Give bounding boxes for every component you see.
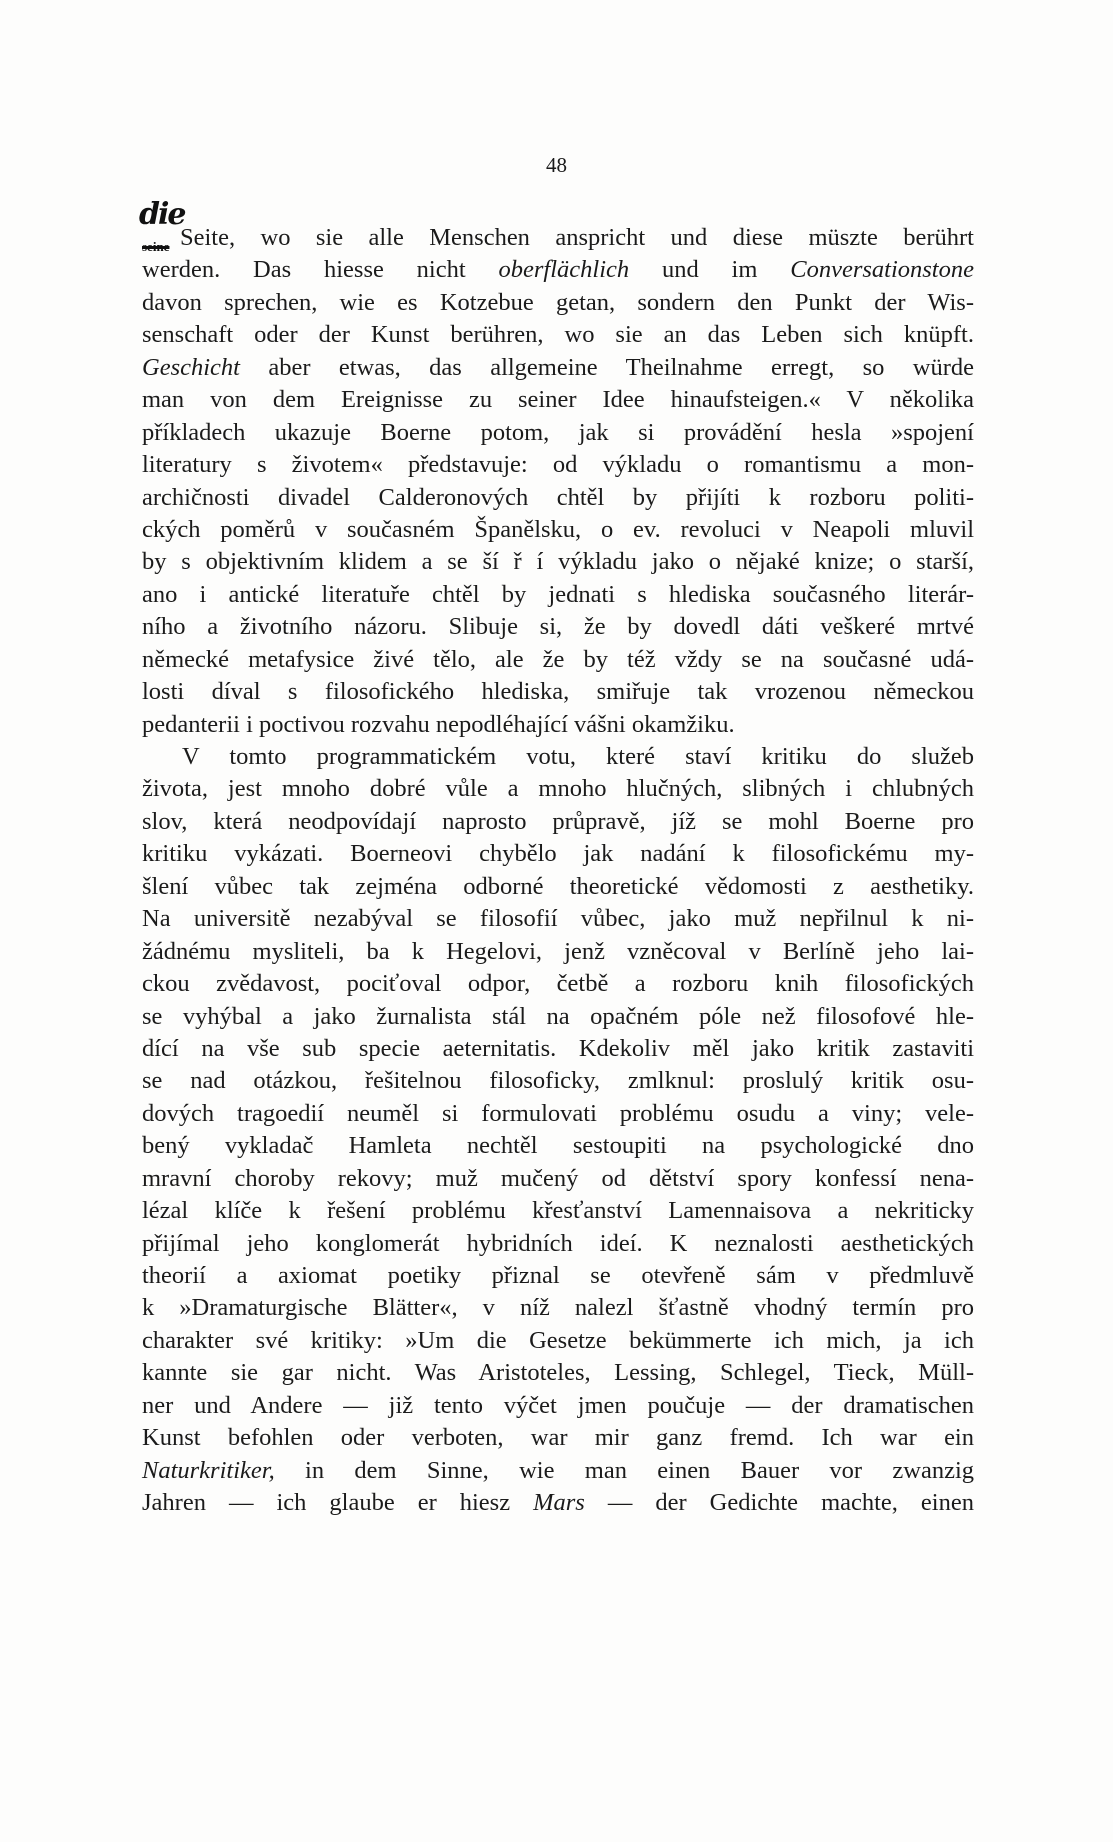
text-segment: ckých poměrů v současném Španělsku, o ev. revoluci v Neapoli mluvil (142, 515, 974, 543)
text-segment: se nad otázkou, řešitelnou filosoficky, zmlknul: proslulý kritik osu- (142, 1067, 974, 1095)
text-segment: přijímal jeho konglomerát hybridních ideí. K neznalosti aesthetických (142, 1229, 974, 1257)
text-line (142, 1098, 974, 1130)
text-segment: davon sprechen, wie es Kotzebue getan, sondern den Punkt der Wis- (142, 288, 974, 316)
text-line (142, 741, 974, 773)
text-line (142, 903, 974, 935)
text-line (142, 1422, 974, 1454)
text-segment: archičnosti divadel Calderonových chtěl by přijíti k rozboru politi- (142, 483, 974, 511)
body-text (139, 197, 974, 1520)
text-segment: man von dem Ereignisse zu seiner Idee hinaufsteigen.« V několika (142, 386, 974, 414)
text-segment: werden. Das hiesse nicht (142, 256, 499, 284)
text-segment: by s objektivním klidem a se ší ř í výkladu jako o nějaké knize; o starší, (142, 548, 974, 576)
text-line (142, 1455, 974, 1487)
text-segment: k »Dramaturgische Blätter«, v níž nalezl šťastně vhodný termín pro (142, 1294, 974, 1322)
text-line (142, 1325, 974, 1357)
handwritten-correction: die (139, 197, 185, 232)
text-segment: senschaft oder der Kunst berühren, wo sie an das Leben sich knüpft. (142, 321, 974, 349)
text-line (142, 838, 974, 870)
text-segment: charakter své kritiky: »Um die Gesetze bekümmerte ich mich, ja ich (142, 1326, 974, 1354)
text-line (142, 871, 974, 903)
text-segment: dových tragoedií neuměl si formulovati problému osudu a viny; vele- (142, 1099, 974, 1127)
text-segment: in dem Sinne, wie man einen Bauer vor zwanzig (274, 1456, 974, 1484)
text-line (142, 319, 974, 351)
text-line (142, 1487, 974, 1519)
text-line (142, 806, 974, 838)
text-segment: slov, která neodpovídají naprosto průpravě, jíž se mohl Boerne pro (142, 807, 974, 835)
text-line (142, 352, 974, 384)
text-segment: žádnému mysliteli, ba k Hegelovi, jenž vzněcoval v Berlíně jeho lai- (142, 937, 974, 965)
text-line (142, 546, 974, 578)
text-line (142, 1228, 974, 1260)
text-segment: kritiku vykázati. Boerneovi chybělo jak nadání k filosofickému my- (142, 840, 974, 868)
text-segment: theorií a axiomat poetiky přiznal se otevřeně sám v předmluvě (142, 1262, 974, 1289)
text-segment: kannte sie gar nicht. Was Aristoteles, Lessing, Schlegel, Tieck, Müll- (142, 1359, 974, 1387)
text-line (142, 1130, 974, 1162)
text-line (142, 1065, 974, 1097)
text-segment: bený vykladač Hamleta nechtěl sestoupiti na psychologické dno (142, 1132, 974, 1160)
text-segment: lézal klíče k řešení problému křesťanství Lamennaisova a nekriticky (142, 1197, 974, 1225)
text-segment: pedanterii i poctivou rozvahu nepodléhající vášni okamžiku. (142, 710, 735, 738)
text-line (142, 611, 974, 643)
text-line (142, 1260, 974, 1292)
text-line (142, 709, 974, 741)
text-segment: Jahren — ich glaube er hiesz (142, 1489, 534, 1517)
text-segment: losti díval s filosofického hlediska, smiřuje tak vrozenou německou (142, 678, 974, 706)
text-line (142, 449, 974, 481)
text-segment: und im (629, 256, 791, 284)
text-line (142, 968, 974, 1000)
text-segment: mravní choroby rekovy; muž mučený od dětství spory konfessí nena- (142, 1164, 974, 1192)
text-segment: šlení vůbec tak zejména odborné theoretické vědomosti z aesthetiky. (142, 872, 974, 900)
text-segment: aber etwas, das allgemeine Theilnahme erregt, so würde (239, 353, 974, 381)
text-segment: — der Gedichte machte, einen (584, 1489, 974, 1517)
text-line (142, 417, 974, 449)
text-segment: ckou zvědavost, pociťoval odpor, četbě a rozboru knih filosofických (142, 970, 974, 998)
page-number: 48 (546, 153, 567, 177)
text-line (142, 1195, 974, 1227)
text-segment: ano i antické literatuře chtěl by jednati s hlediska současného literár- (142, 580, 974, 608)
text-line (142, 579, 974, 611)
text-line (142, 1001, 974, 1033)
correction-mark (139, 197, 185, 254)
text-line (142, 644, 974, 676)
text-line (142, 1292, 974, 1324)
italic-text: Conversationstone (790, 256, 974, 284)
text-segment: literatury s životem« představuje: od výkladu o romantismu a mon- (142, 451, 974, 479)
text-line (142, 1033, 974, 1065)
text-line (142, 384, 974, 416)
italic-text: Geschicht (142, 353, 240, 381)
text-segment: ner und Andere — již tento výčet jmen poučuje — der dramatischen (142, 1391, 974, 1419)
italic-text: oberflächlich (498, 256, 630, 284)
text-line (142, 676, 974, 708)
text-line (142, 482, 974, 514)
text-line (142, 1163, 974, 1195)
text-segment: ního a životního názoru. Slibuje si, že by dovedl dáti veškeré mrtvé (142, 613, 974, 641)
text-segment: dící na vše sub specie aeternitatis. Kdekoliv měl jako kritik zastaviti (142, 1034, 974, 1062)
text-segment: Na universitě nezabýval se filosofií vůbec, jako muž nepřilnul k ni- (142, 905, 974, 933)
text-segment: se vyhýbal a jako žurnalista stál na opačném póle než filosofové hle- (142, 1002, 974, 1030)
italic-text: Mars (533, 1489, 585, 1517)
text-line (142, 1390, 974, 1422)
text-line (142, 773, 974, 805)
text-line (142, 287, 974, 319)
text-segment: příkladech ukazuje Boerne potom, jak si provádění hesla »spojení (142, 418, 974, 446)
italic-text: Naturkritiker, (142, 1456, 275, 1484)
text-segment: života, jest mnoho dobré vůle a mnoho hlučných, slibných i chlubných (142, 775, 974, 803)
text-line (142, 254, 974, 286)
text-line (142, 936, 974, 968)
text-segment: Kunst befohlen oder verboten, war mir ganz fremd. Ich war ein (142, 1424, 974, 1452)
struck-word: seine (142, 239, 170, 254)
text-segment: V tomto programmatickém votu, které staví kritiku do služeb (182, 743, 974, 770)
text-line (142, 1357, 974, 1389)
text-line (139, 197, 974, 254)
text-segment: německé metafysice živé tělo, ale že by též vždy se na současné udá- (142, 645, 974, 673)
text-line (142, 514, 974, 546)
text-segment: Seite, wo sie alle Menschen anspricht und diese müszte berührt (180, 224, 974, 251)
